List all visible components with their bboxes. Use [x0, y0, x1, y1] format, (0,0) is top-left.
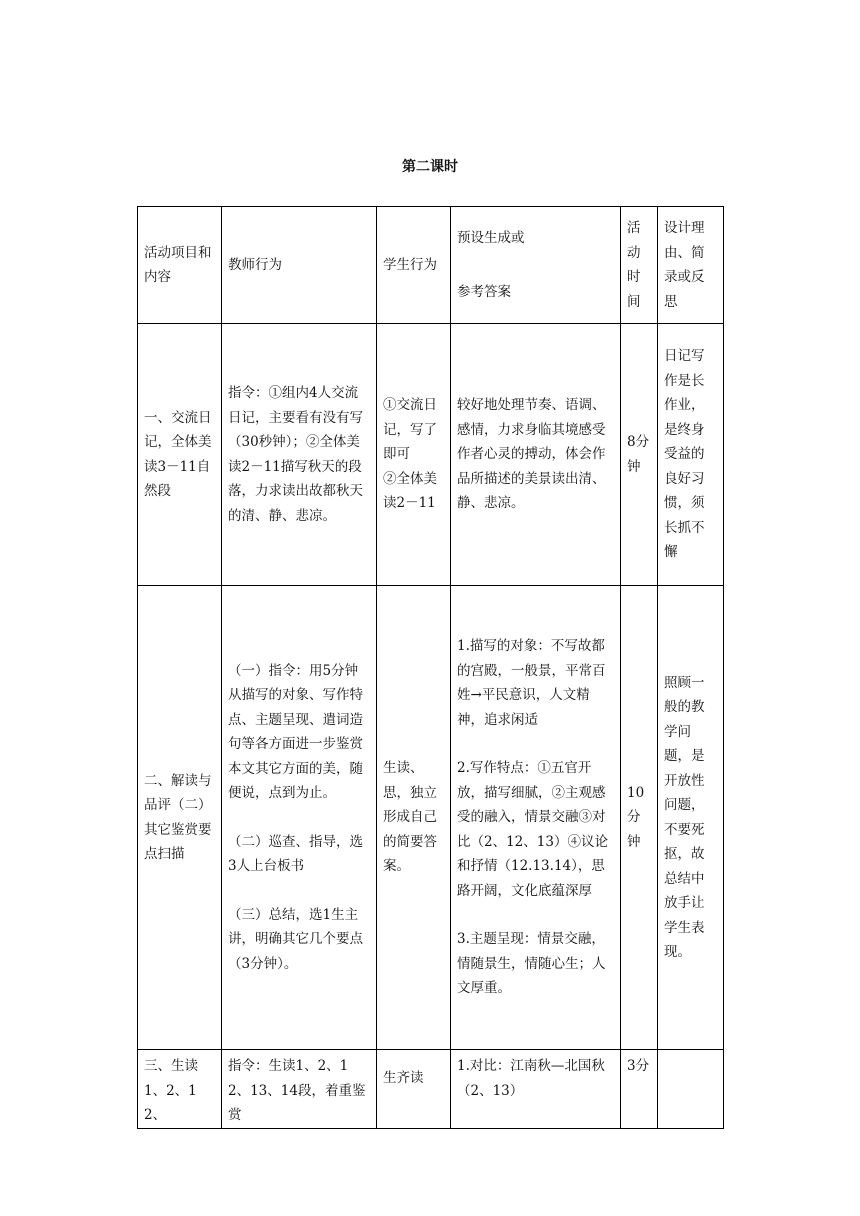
row2-student: 生读、思，独立形成自己的简要答案。: [377, 586, 451, 1050]
header-teacher: 教师行为: [222, 207, 377, 324]
lesson-plan-table: [137, 206, 724, 1129]
row2-expected-part2: 2.写作特点：①五官开放，描写细腻，②主观感受的融入，情景交融③对比（2、12、13）④议论和抒情（12.13.14），思路开阔，文化底蕴深厚: [457, 760, 608, 899]
row3-time: 3分: [621, 1050, 658, 1129]
row3-student: 生齐读: [377, 1050, 451, 1129]
row2-teacher: [222, 586, 377, 1050]
header-student: 学生行为: [377, 207, 451, 324]
row1-time: 8分钟: [621, 324, 658, 586]
row2-teacher-part3: （三）总结，选1生主讲，明确其它几个要点（3分钟）。: [228, 906, 363, 972]
row1-teacher: 指令：①组内4人交流日记，主要看有没有写（30秒钟）；②全体美读2－11描写秋天的段落，力求读出故都秋天的清、静、悲凉。: [222, 324, 377, 586]
row2-teacher-part2: （二）巡查、指导，选 3人上台板书: [228, 833, 368, 875]
row2-rationale: 照顾一般的教学问题，是开放性问题，不要死抠，故总结中放手让学生表现。: [658, 586, 724, 1050]
row1-student-line2: ②全体美读2－11: [383, 470, 437, 512]
header-rationale: 设计理由、简录或反思: [658, 207, 724, 324]
row1-rationale: 日记写作是长作业，是终身受益的良好习惯，须长抓不懈: [658, 324, 724, 586]
table-row: [138, 1050, 724, 1129]
row3-expected: 1.对比：江南秋—北国秋（2、13）: [451, 1050, 621, 1129]
header-expected: [451, 207, 621, 324]
row3-activity: 三、生读1、2、12、: [138, 1050, 222, 1129]
row1-student-line1: ①交流日记，写了即可: [383, 397, 437, 463]
row3-rationale: [658, 1050, 724, 1129]
row1-activity: 一、交流日记，全体美读3－11自然段: [138, 324, 222, 586]
row3-teacher: 指令：生读1、2、12、13、14段，着重鉴赏: [222, 1050, 377, 1129]
row2-time: 10分钟: [621, 586, 658, 1050]
table-header-row: [138, 207, 724, 324]
row2-expected-part1: 1.描写的对象：不写故都的宫殿，一般景，平常百姓→平民意识，人文精神，追求闲适: [457, 638, 606, 728]
row2-expected-part3: 3.主题呈现：情景交融，情随景生，情随心生；人文厚重。: [457, 931, 606, 997]
header-activity: 活动项目和内容: [138, 207, 222, 324]
table-row: [138, 324, 724, 586]
row1-student: [377, 324, 451, 586]
row2-expected: [451, 586, 621, 1050]
header-time: 活动时间: [621, 207, 658, 324]
header-expected-line2: 参考答案: [457, 284, 511, 300]
page-title: 第二课时: [402, 159, 458, 175]
row2-activity: 二、解读与品评（二）其它鉴赏要点扫描: [138, 586, 222, 1050]
row2-teacher-part1: （一）指令：用5分钟从描写的对象、写作特点、主题呈现、遣词造句等各方面进一步鉴赏本文其它方面的美，随便说，点到为止。: [228, 662, 363, 802]
header-expected-line1: 预设生成或: [457, 229, 525, 246]
row1-expected: 较好地处理节奏、语调、感情，力求身临其境感受作者心灵的搏动，体会作品所描述的美景读出清、静、悲凉。: [451, 324, 621, 586]
table-row: [138, 586, 724, 1050]
